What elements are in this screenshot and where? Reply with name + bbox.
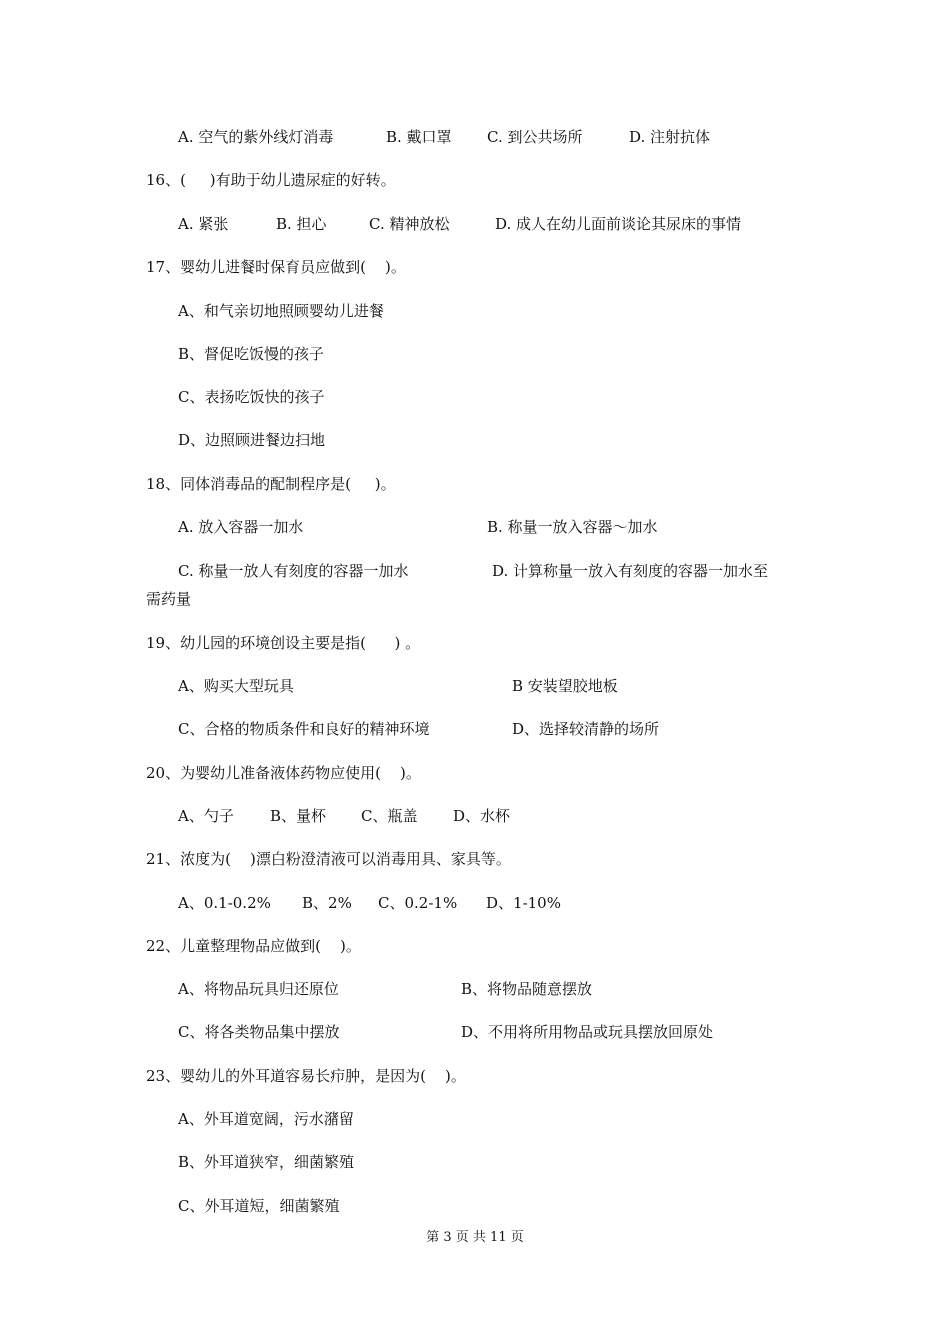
q17-option-d: D、边照顾进餐边扫地	[178, 431, 326, 449]
page-footer: 第 3 页 共 11 页	[426, 1230, 524, 1245]
q17-option-a: A、和气亲切地照顾婴幼儿进餐	[178, 302, 384, 320]
q18-option-b: B. 称量一放入容器～加水	[487, 518, 658, 536]
q19-option-c: C、合格的物质条件和良好的精神环境	[178, 720, 430, 738]
q20-option-a: A、勺子	[178, 807, 234, 825]
q19-option-a: A、购买大型玩具	[178, 677, 294, 695]
q18-option-a: A. 放入容器一加水	[178, 518, 304, 536]
q22-option-c: C、将各类物品集中摆放	[178, 1023, 340, 1041]
q16-option-a: A. 紧张	[178, 215, 229, 233]
q17-option-b: B、督促吃饭慢的孩子	[178, 345, 325, 363]
q16-option-c: C. 精神放松	[369, 215, 450, 233]
q18-option-d-wrap: 需药量	[146, 590, 192, 608]
q15-option-d: D. 注射抗体	[629, 128, 711, 146]
q16-stem: 16、( )有助于幼儿遗尿症的好转。	[146, 171, 396, 189]
q23-option-c: C、外耳道短，细菌繁殖	[178, 1197, 340, 1215]
q20-stem: 20、为婴幼儿准备液体药物应使用( )。	[146, 764, 421, 782]
q21-option-a: A、0.1-0.2%	[178, 894, 271, 912]
q22-option-b: B、将物品随意摆放	[461, 980, 593, 998]
q15-option-c: C. 到公共场所	[487, 128, 583, 146]
q16-option-b: B. 担心	[276, 215, 327, 233]
q16-option-d: D. 成人在幼儿面前谈论其尿床的事情	[495, 215, 742, 233]
q20-option-d: D、水杯	[453, 807, 511, 825]
q22-option-d: D、不用将所用物品或玩具摆放回原处	[461, 1023, 714, 1041]
q19-stem: 19、幼儿园的环境创设主要是指( ) 。	[146, 634, 421, 652]
q22-stem: 22、儿童整理物品应做到( )。	[146, 937, 361, 955]
q21-option-c: C、0.2-1%	[378, 894, 458, 912]
q15-option-a: A. 空气的紫外线灯消毒	[178, 128, 334, 146]
q19-option-b: B 安装望胶地板	[512, 677, 618, 695]
q21-option-b: B、2%	[302, 894, 352, 912]
q17-stem: 17、婴幼儿进餐时保育员应做到( )。	[146, 258, 406, 276]
q19-option-d: D、选择较清静的场所	[512, 720, 660, 738]
q23-option-a: A、外耳道宽阔，污水潴留	[178, 1110, 354, 1128]
q18-option-d: D. 计算称量一放入有刻度的容器一加水至	[492, 562, 769, 580]
q20-option-b: B、量杯	[270, 807, 327, 825]
q18-option-c: C. 称量一放人有刻度的容器一加水	[178, 562, 409, 580]
q15-option-b: B. 戴口罩	[386, 128, 452, 146]
q21-option-d: D、1-10%	[486, 894, 561, 912]
q17-option-c: C、表扬吃饭快的孩子	[178, 388, 325, 406]
q20-option-c: C、瓶盖	[361, 807, 418, 825]
q22-option-a: A、将物品玩具归还原位	[178, 980, 339, 998]
q18-stem: 18、同体消毒品的配制程序是( )。	[146, 475, 396, 493]
q23-stem: 23、婴幼儿的外耳道容易长疖肿，是因为( )。	[146, 1067, 466, 1085]
q23-option-b: B、外耳道狭窄，细菌繁殖	[178, 1153, 355, 1171]
q21-stem: 21、浓度为( )漂白粉澄清液可以消毒用具、家具等。	[146, 850, 511, 868]
